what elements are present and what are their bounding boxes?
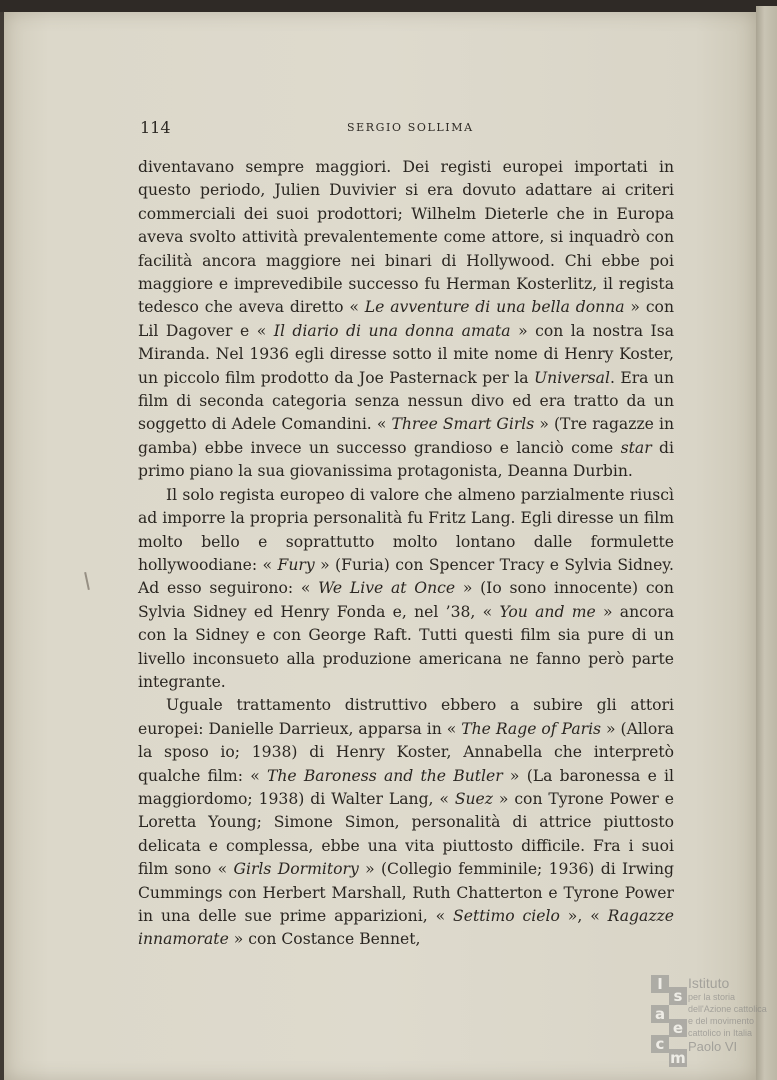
logo-text-line: Paolo VI: [688, 1039, 738, 1054]
logo-text: [688, 975, 767, 1055]
logo-letter: s: [669, 987, 687, 1005]
italic-title: We Live at Once: [318, 579, 456, 598]
institute-logo-watermark: [651, 975, 771, 1067]
body-text: [138, 156, 674, 952]
italic-title: Il diario di una donna amata: [273, 321, 511, 340]
logo-text-line: cattolico in Italia: [688, 1028, 753, 1038]
paragraph: [138, 484, 674, 695]
text-run: » (La baronessa e il maggiordomo; 1938) di Walter Lang, «: [138, 766, 674, 808]
italic-title: Suez: [454, 789, 493, 808]
text-run: » (Tre ragazze in gamba) ebbe invece un successo grandioso e lanciò come: [138, 415, 674, 457]
text-run: » con Costance Bennet,: [228, 930, 421, 949]
text-run: » (Allora la sposo io; 1938) di Henry Koster, Annabella che interpretò qualche film: «: [138, 719, 674, 785]
logo-text-line: dell'Azione cattolica: [688, 1004, 767, 1014]
text-run: » con Lil Dagover e «: [138, 298, 674, 340]
text-run: di primo piano la sua giovanissima protagonista, Deanna Durbin.: [138, 438, 674, 481]
page-number: 114: [140, 118, 171, 137]
italic-title: The Rage of Paris: [461, 719, 602, 738]
logo-letter: e: [669, 1019, 687, 1037]
running-head: SERGIO SOLLIMA: [347, 121, 474, 134]
next-page-edge: [756, 6, 777, 1080]
text-run: » (Io sono innocente) con Sylvia Sidney ed Henry Fonda e, nel ’38, «: [138, 579, 674, 621]
text-run: » ancora con la Sidney e con George Raft. Tutti questi film sia pure di un livello inconsueto alla produzione americana ne fanno però parte integrante.: [138, 602, 675, 691]
logo-letter: m: [670, 1049, 686, 1067]
italic-title: Ragazze innamorate: [138, 907, 674, 949]
logo-text-line: per la storia: [688, 992, 736, 1002]
italic-title: The Baroness and the Butler: [266, 766, 503, 785]
logo-mark: [651, 975, 687, 1067]
text-run: » (Furia) con Spencer Tracy e Sylvia Sidney. Ad esso seguirono: «: [138, 555, 674, 598]
logo-letter: c: [651, 1035, 669, 1053]
italic-title: Le avventure di una bella donna: [364, 298, 625, 317]
italic-title: Universal: [534, 368, 610, 387]
text-run: », «: [559, 907, 608, 925]
logo-letter: I: [651, 975, 669, 993]
paragraph: [138, 156, 674, 484]
logo-text-line: e del movimento: [688, 1016, 755, 1026]
italic-title: star: [620, 438, 652, 457]
book-top-edge: [0, 0, 777, 12]
logo-text-line: Istituto: [688, 975, 730, 991]
text-run: diventavano sempre maggiori. Dei registi europei importati in questo periodo, Julien Duvivier si era dovuto adattare ai criteri commerciali dei suoi prodottori; Wilhelm Dieterle che in Europa aveva svolto attività prevalentemente come attore, si inquadrò con facilità ancora maggiore nei binari di Hollywood. Chi ebbe poi maggiore e imprevedibile successo fu Herman Kosterlitz, il regista tedesco che aveva diretto «: [138, 158, 674, 317]
italic-title: You and me: [499, 602, 596, 621]
text-run: » (Collegio femminile; 1936) di Irwing Cummings con Herbert Marshall, Ruth Chatterton e Tyrone Power in una delle sue prime apparizioni, «: [138, 860, 674, 925]
text-run: . Era un film di seconda categoria senza nessun divo ed era tratto da un soggetto di Adele Comandini. «: [138, 368, 674, 434]
text-run: Il solo regista europeo di valore che almeno parzialmente riuscì ad imporre la propria personalità fu Fritz Lang. Egli diresse un film molto bello e soprattutto molto lontano dalle formulette hollywoodiane: «: [138, 485, 674, 574]
logo-letter: a: [651, 1005, 669, 1023]
italic-title: Settimo cielo: [453, 907, 560, 925]
text-run: Uguale trattamento distruttivo ebbero a subire gli attori europei: Danielle Darrieux, apparsa in «: [138, 696, 674, 738]
paragraph: [138, 694, 674, 951]
italic-title: Fury: [277, 555, 315, 574]
page-header: [0, 118, 777, 140]
italic-title: Girls Dormitory: [233, 860, 359, 879]
italic-title: Three Smart Girls: [391, 415, 535, 434]
text-run: » con Tyrone Power e Loretta Young; Simone Simon, personalità di attrice piuttosto delicata e complessa, ebbe una vita piuttosto difficile. Fra i suoi film sono «: [138, 789, 674, 879]
text-run: » con la nostra Isa Miranda. Nel 1936 egli diresse sotto il mite nome di Henry Koster, un piccolo film prodotto da Joe Pasternack per la: [138, 321, 675, 387]
